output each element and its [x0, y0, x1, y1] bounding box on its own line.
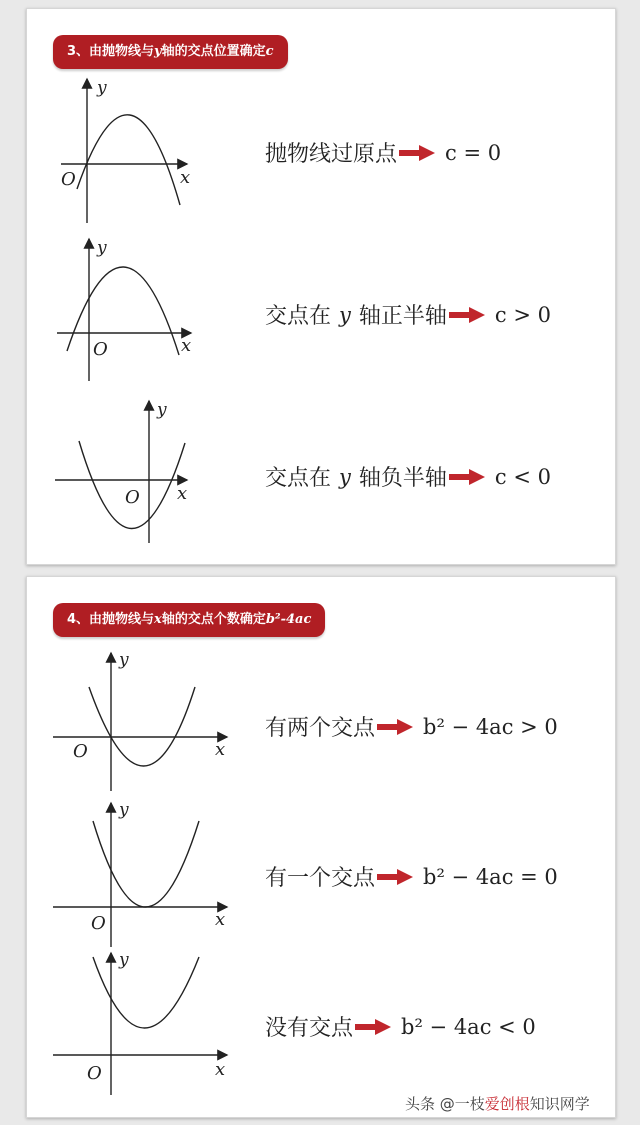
parabola	[67, 267, 179, 355]
statement-two-intersections: 有两个交点 b² − 4ac > 0	[265, 714, 558, 741]
statement-negative-intercept: 交点在 y 轴负半轴 c < 0	[265, 464, 551, 491]
origin-label: O	[125, 487, 140, 508]
x-label: x	[177, 483, 188, 504]
x-label: x	[215, 909, 226, 930]
parabola	[93, 957, 199, 1028]
graph-no-intersection	[27, 949, 247, 1109]
arrow-right-icon	[449, 307, 485, 323]
arrow-right-icon	[377, 719, 413, 735]
x-label: x	[215, 1059, 226, 1080]
x-label: x	[180, 167, 191, 188]
origin-label: O	[61, 169, 76, 190]
row-negative-intercept	[27, 395, 615, 545]
row-through-origin	[27, 73, 615, 223]
row-positive-intercept	[27, 233, 615, 383]
arrow-right-icon	[399, 145, 435, 161]
panel-discriminant	[26, 576, 616, 1118]
arrow-right-icon	[449, 469, 485, 485]
y-label: y	[119, 800, 129, 820]
origin-label: O	[73, 741, 88, 762]
origin-label: O	[93, 339, 108, 360]
origin-label: O	[87, 1063, 102, 1084]
y-label: y	[119, 950, 129, 970]
panel-c-position	[26, 8, 616, 565]
section-title-3: 3、由抛物线与y轴的交点位置确定c	[53, 35, 288, 69]
graph-negative-intercept	[27, 395, 247, 545]
parabola	[79, 441, 188, 529]
row-one-intersection	[27, 799, 615, 949]
graph-positive-intercept	[27, 233, 247, 383]
origin-label: O	[91, 913, 106, 934]
graph-two-intersections	[27, 649, 247, 799]
statement-no-intersection: 没有交点 b² − 4ac < 0	[265, 1014, 536, 1041]
section-title-4: 4、由抛物线与x轴的交点个数确定b²-4ac	[53, 603, 325, 637]
statement-one-intersection: 有一个交点 b² − 4ac = 0	[265, 864, 558, 891]
graph-through-origin	[27, 73, 247, 223]
parabola	[77, 115, 180, 205]
x-label: x	[181, 335, 192, 356]
y-label: y	[119, 650, 129, 670]
arrow-right-icon	[355, 1019, 391, 1035]
y-label: y	[97, 238, 107, 258]
row-two-intersections	[27, 649, 615, 799]
statement-through-origin: 抛物线过原点 c = 0	[265, 140, 502, 167]
watermark: 头条 @一枝爱创根知识网学	[405, 1095, 590, 1113]
statement-positive-intercept: 交点在 y 轴正半轴 c > 0	[265, 302, 551, 329]
graph-one-intersection	[27, 799, 247, 949]
row-no-intersection	[27, 949, 615, 1109]
x-label: x	[215, 739, 226, 760]
y-label: y	[157, 400, 167, 420]
y-label: y	[97, 78, 107, 98]
parabola	[93, 821, 199, 907]
parabola	[89, 687, 195, 766]
arrow-right-icon	[377, 869, 413, 885]
